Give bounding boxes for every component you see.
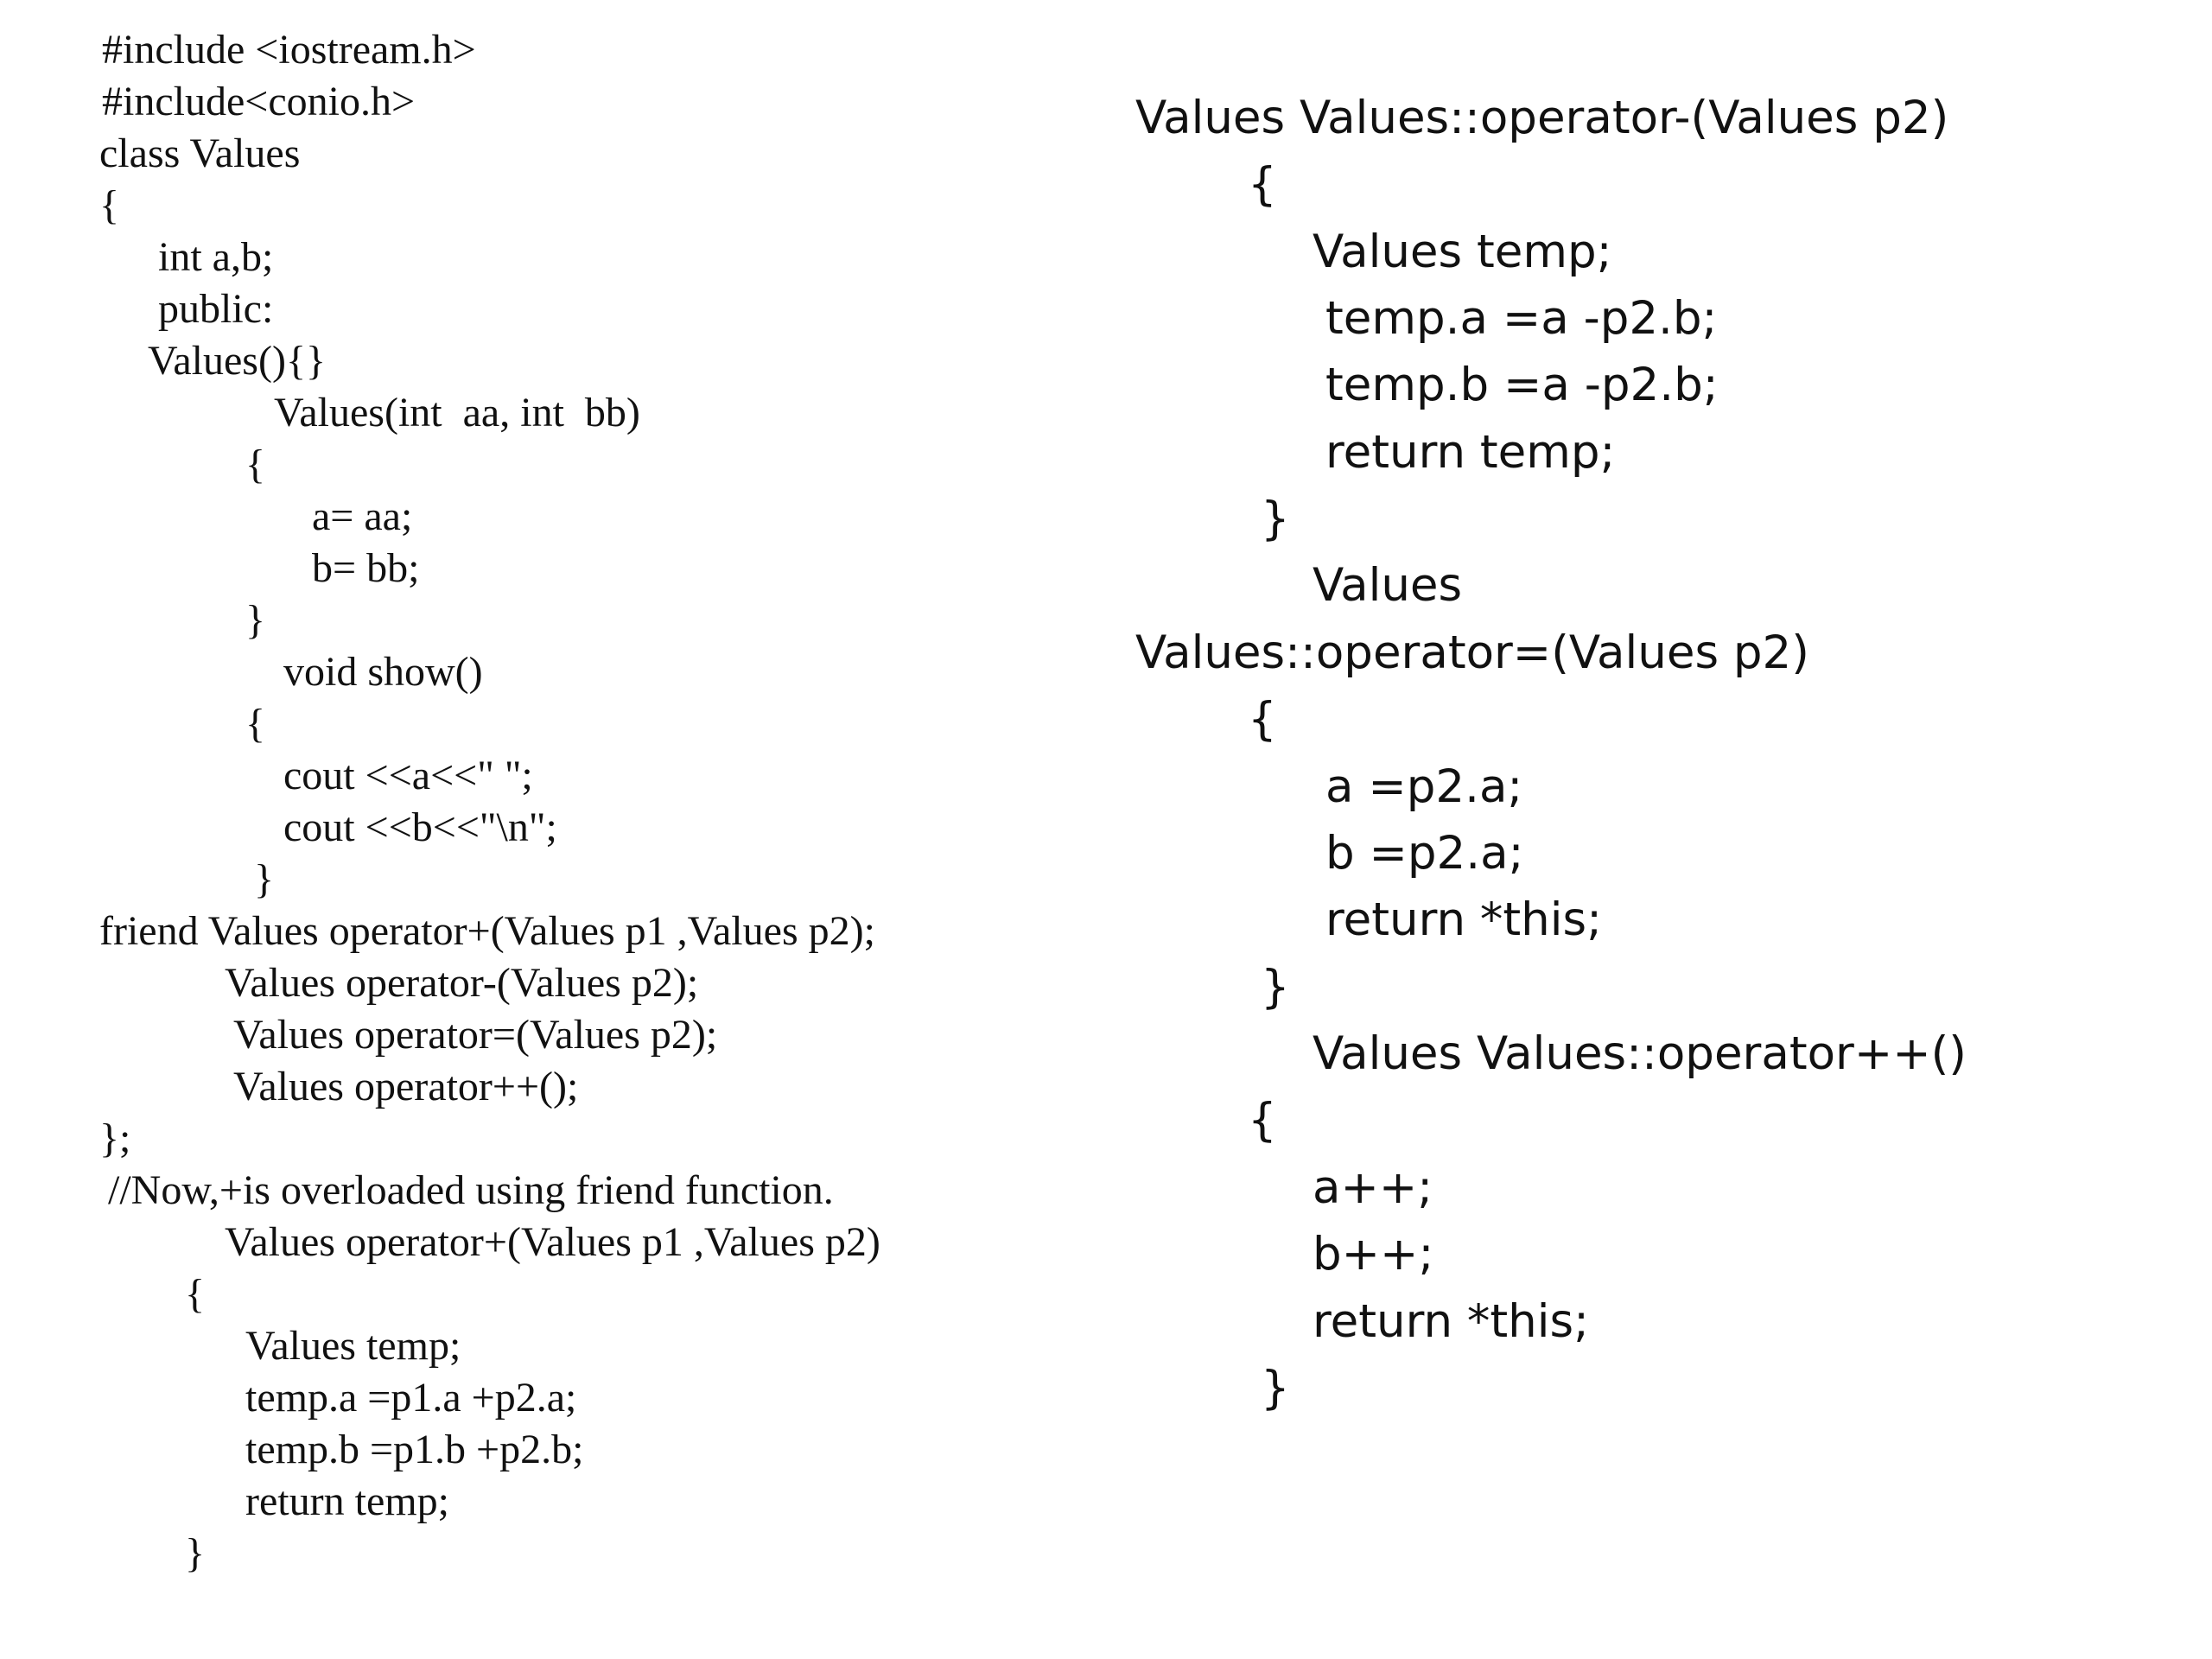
code-line: Values(int aa, int bb) (274, 390, 640, 435)
code-line: { (1248, 693, 1277, 746)
code-line: Values operator-(Values p2); (225, 960, 699, 1006)
code-line: b++; (1313, 1228, 1434, 1281)
code-line: temp.b =p1.b +p2.b; (245, 1427, 584, 1472)
code-line: Values operator+(Values p1 ,Values p2) (225, 1219, 880, 1265)
code-line: #include<conio.h> (102, 79, 416, 124)
code-line: { (245, 442, 266, 487)
code-line: temp.b =a -p2.b; (1325, 359, 1719, 411)
code-line: Values (1313, 559, 1463, 612)
code-line: b= bb; (312, 545, 420, 591)
code-line: Values Values::operator-(Values p2) (1135, 92, 1949, 144)
code-line: b =p2.a; (1325, 827, 1524, 880)
code-line: Values(){} (148, 338, 327, 384)
code-line: { (185, 1271, 206, 1317)
code-line: { (1248, 1094, 1277, 1147)
code-line: temp.a =p1.a +p2.a; (245, 1375, 577, 1421)
code-line: public: (158, 286, 274, 332)
code-line: a =p2.a; (1325, 760, 1523, 813)
code-line: }; (99, 1116, 131, 1161)
code-line: return temp; (245, 1478, 449, 1524)
code-line: { (99, 182, 120, 228)
code-line: #include <iostream.h> (102, 27, 476, 73)
code-line: } (1261, 961, 1290, 1014)
code-line: } (1261, 493, 1290, 545)
code-line: temp.a =a -p2.b; (1325, 292, 1718, 345)
code-line: Values Values::operator++() (1313, 1027, 1967, 1080)
code-line: return *this; (1313, 1295, 1589, 1348)
code-line: a= aa; (312, 493, 413, 539)
code-line: Values::operator=(Values p2) (1135, 626, 1809, 679)
code-line: { (245, 701, 266, 747)
code-line: return *this; (1325, 893, 1602, 946)
code-line: } (245, 597, 266, 643)
code-line: } (254, 856, 275, 902)
code-line: friend Values operator+(Values p1 ,Values p2); (99, 908, 875, 954)
code-line: Values operator=(Values p2); (233, 1012, 718, 1058)
code-line: } (185, 1530, 206, 1576)
code-line: } (1261, 1362, 1290, 1414)
code-line: return temp; (1325, 426, 1616, 479)
code-comment: //Now,+is overloaded using friend function. (108, 1167, 834, 1213)
code-line: a++; (1313, 1161, 1433, 1214)
code-line: int a,b; (158, 234, 274, 280)
code-line: cout <<b<<"\n"; (283, 804, 557, 850)
code-line: void show() (283, 649, 483, 695)
code-line: Values temp; (1313, 226, 1612, 278)
code-line: class Values (99, 130, 301, 176)
code-line: Values operator++(); (233, 1064, 579, 1109)
code-line: cout <<a<<" "; (283, 753, 533, 798)
code-line: { (1248, 158, 1277, 211)
code-line: Values temp; (245, 1323, 461, 1369)
